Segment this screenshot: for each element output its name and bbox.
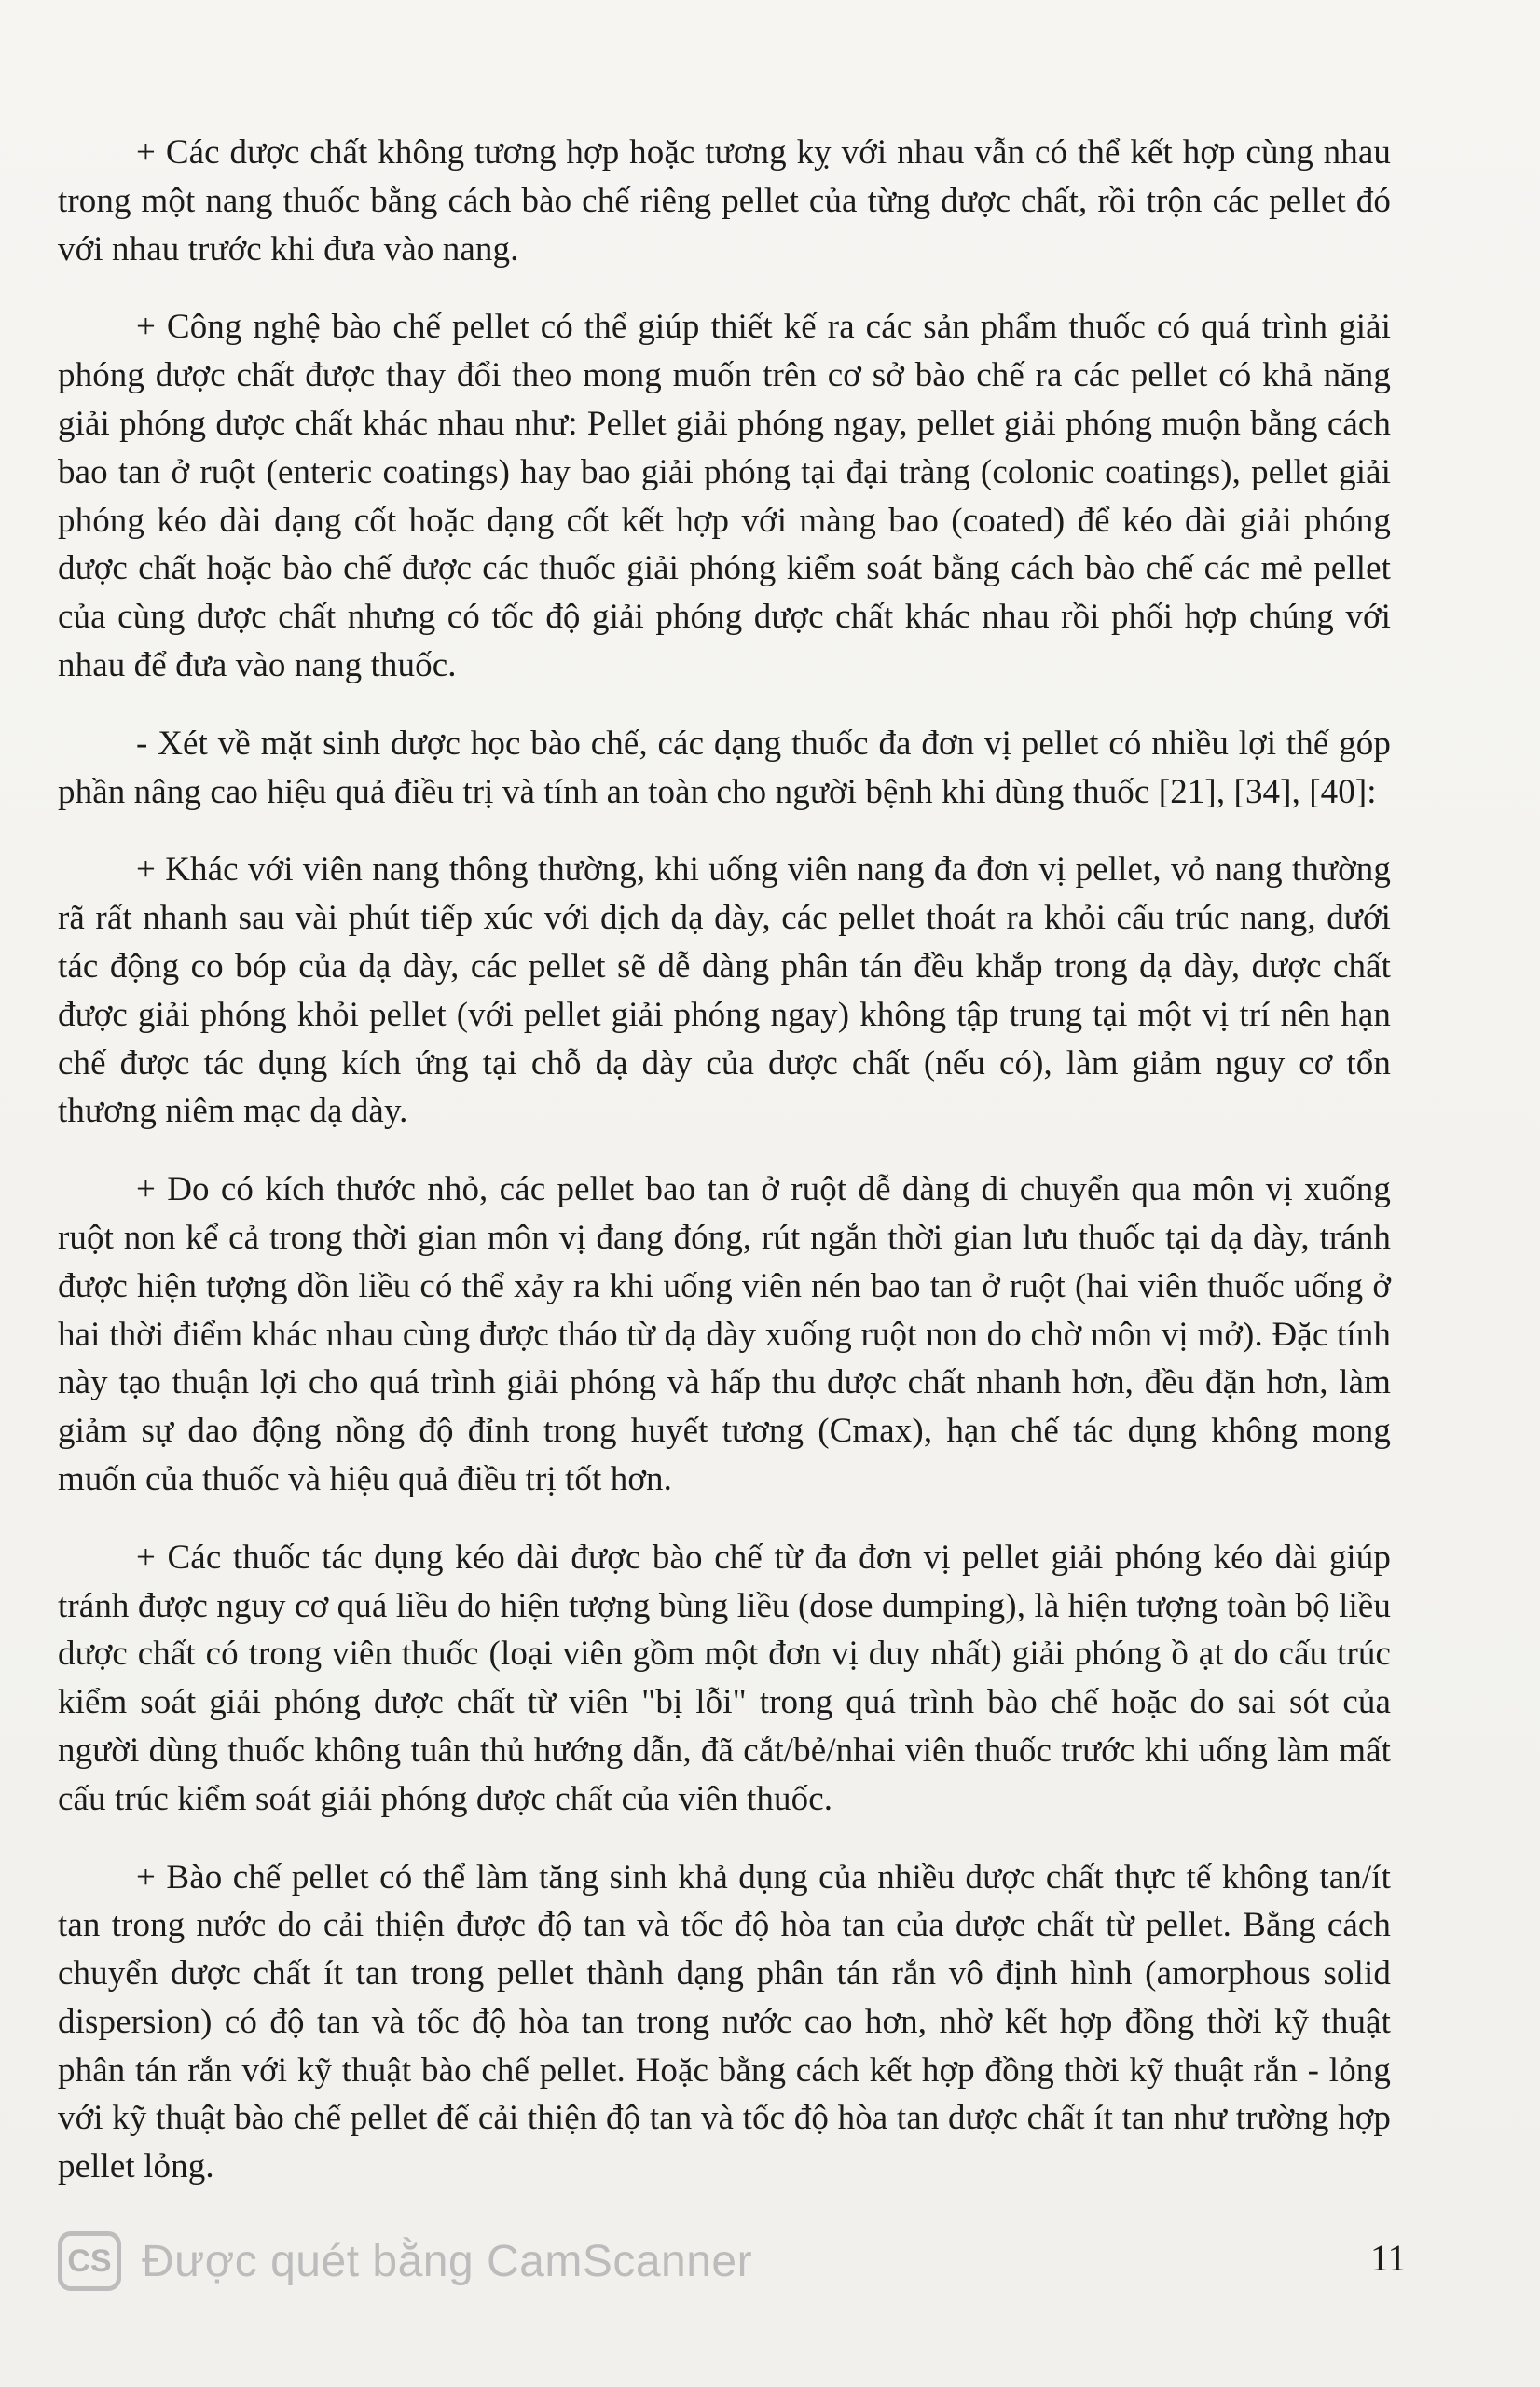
paragraph-enteric-pellets: + Do có kích thước nhỏ, các pellet bao tan ở ruột dễ dàng di chuyển qua môn vị xuống ruột non kể cả trong thời gian môn vị đang đóng, rút ngắn thời gian lưu thuốc tại dạ dày, tránh được hiện tượng dồn liều có thể xảy ra khi uống viên nén bao tan ở ruột (hai viên thuốc uống ở hai thời điểm khác nhau cùng được tháo từ dạ dày xuống ruột non do chờ môn vị mở). Đặc tính này tạo thuận lợi cho quá trình giải phóng và hấp thu dược chất nhanh hơn, đều đặn hơn, làm giảm sự dao động nồng độ đỉnh trong huyết tương (Cmax), hạn chế tác dụng không mong muốn của thuốc và hiệu quả điều trị tốt hơn. (58, 1170, 1391, 1498)
paragraph-release-design: + Công nghệ bào chế pellet có thể giúp thiết kế ra các sản phẩm thuốc có quá trình giải phóng dược chất được thay đổi theo mong muốn trên cơ sở bào chế ra các pellet có khả năng giải phóng dược chất khác nhau như: Pellet giải phóng ngay, pellet giải phóng muộn bằng cách bao tan ở ruột (enteric coatings) hay bao giải phóng tại đại tràng (colonic coatings), pellet giải phóng kéo dài dạng cốt hoặc dạng cốt kết hợp với màng bao (coated) để kéo dài giải phóng dược chất hoặc bào chế được các thuốc giải phóng kiểm soát bằng cách bào chế các mẻ pellet của cùng dược chất nhưng có tốc độ giải phóng dược chất khác nhau rồi phối hợp chúng với nhau để đưa vào nang thuốc. (58, 308, 1391, 684)
camscanner-logo-icon: CS (58, 2231, 121, 2291)
camscanner-watermark (58, 2231, 752, 2291)
paragraph-capsule-dispersion: + Khác với viên nang thông thường, khi uống viên nang đa đơn vị pellet, vỏ nang thường rã rất nhanh sau vài phút tiếp xúc với dịch dạ dày, các pellet thoát ra khỏi cấu trúc nang, dưới tác động co bóp của dạ dày, các pellet sẽ dễ dàng phân tán đều khắp trong dạ dày, dược chất được giải phóng khỏi pellet (với pellet giải phóng ngay) không tập trung tại một vị trí nên hạn chế được tác dụng kích ứng tại chỗ dạ dày của dược chất (nếu có), làm giảm nguy cơ tổn thương niêm mạc dạ dày. (58, 850, 1391, 1131)
paragraph-incompatible-drugs: + Các dược chất không tương hợp hoặc tương kỵ với nhau vẫn có thể kết hợp cùng nhau trong một nang thuốc bằng cách bào chế riêng pellet của từng dược chất, rồi trộn các pellet đó với nhau trước khi đưa vào nang. (58, 133, 1391, 269)
body-text (58, 129, 1391, 2221)
watermark-text: Được quét bằng CamScanner (142, 2236, 753, 2286)
paragraph-dose-dumping: + Các thuốc tác dụng kéo dài được bào chế từ đa đơn vị pellet giải phóng kéo dài giúp tránh được nguy cơ quá liều do hiện tượng bùng liều (dose dumping), là hiện tượng toàn bộ liều dược chất có trong viên thuốc (loại viên gồm một đơn vị duy nhất) giải phóng ồ ạt do cấu trúc kiểm soát giải phóng dược chất từ viên "bị lỗi" trong quá trình bào chế hoặc do sai sót của người dùng thuốc không tuân thủ hướng dẫn, đã cắt/bẻ/nhai viên thuốc trước khi uống làm mất cấu trúc kiểm soát giải phóng dược chất của viên thuốc. (58, 1538, 1391, 1818)
paragraph-bioavailability: + Bào chế pellet có thể làm tăng sinh khả dụng của nhiều dược chất thực tế không tan/ít tan trong nước do cải thiện được độ tan và tốc độ hòa tan của dược chất từ pellet. Bằng cách chuyển dược chất ít tan trong pellet thành dạng phân tán rắn vô định hình (amorphous solid dispersion) có độ tan và tốc độ hòa tan trong nước cao hơn, nhờ kết hợp đồng thời kỹ thuật phân tán rắn với kỹ thuật bào chế pellet. Hoặc bằng cách kết hợp đồng thời kỹ thuật rắn - lỏng với kỹ thuật bào chế pellet để cải thiện độ tan và tốc độ hòa tan dược chất ít tan như trường hợp pellet lỏng. (58, 1857, 1391, 2187)
page-number: 11 (1370, 2237, 1407, 2279)
paragraph-biopharmaceutics: - Xét về mặt sinh dược học bào chế, các dạng thuốc đa đơn vị pellet có nhiều lợi thế góp phần nâng cao hiệu quả điều trị và tính an toàn cho người bệnh khi dùng thuốc [21], [34], [40]: (58, 724, 1391, 811)
